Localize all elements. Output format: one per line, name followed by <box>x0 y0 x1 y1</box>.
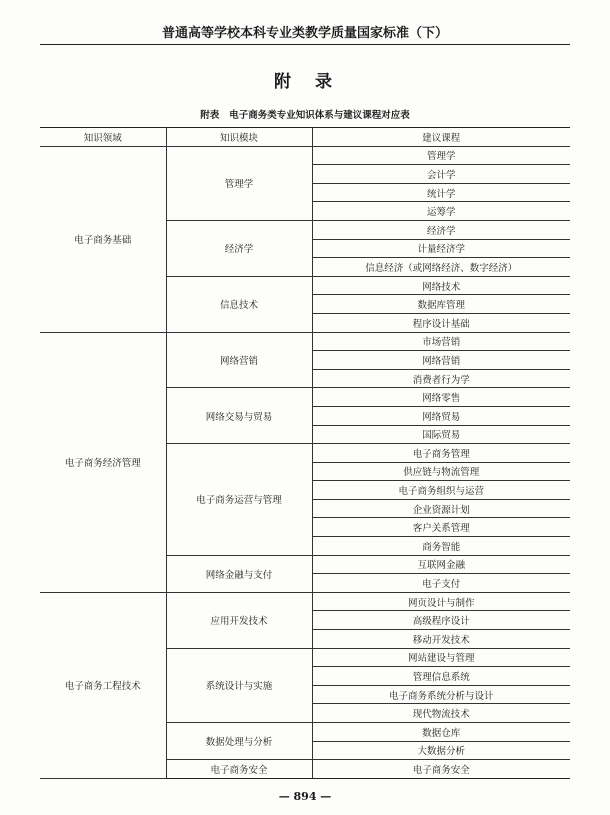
course-cell: 信息经济（或网络经济、数字经济） <box>312 258 570 277</box>
module-cell: 网络营销 <box>166 332 312 388</box>
domain-cell: 电子商务工程技术 <box>40 592 166 778</box>
course-cell: 网络营销 <box>312 351 570 370</box>
table-caption-label: 附表 <box>200 110 220 121</box>
course-cell: 网站建设与管理 <box>312 648 570 667</box>
course-cell: 会计学 <box>312 165 570 184</box>
course-cell: 大数据分析 <box>312 741 570 760</box>
course-cell: 数据仓库 <box>312 723 570 742</box>
course-cell: 企业资源计划 <box>312 499 570 518</box>
course-cell: 互联网金融 <box>312 555 570 574</box>
course-cell: 电子商务组织与运营 <box>312 481 570 500</box>
module-cell: 电子商务运营与管理 <box>166 444 312 556</box>
course-cell: 供应链与物流管理 <box>312 462 570 481</box>
module-cell: 电子商务安全 <box>166 760 312 779</box>
module-cell: 数据处理与分析 <box>166 723 312 760</box>
appendix-title <box>0 67 610 92</box>
page-number: — 894 — <box>278 790 332 803</box>
appendix-title-char-1: 附 <box>274 72 295 92</box>
table-caption-title: 电子商务类专业知识体系与建议课程对应表 <box>229 110 410 121</box>
course-cell: 电子商务管理 <box>312 444 570 463</box>
table-row <box>40 332 570 351</box>
module-cell: 应用开发技术 <box>166 592 312 648</box>
course-cell: 移动开发技术 <box>312 630 570 649</box>
course-cell: 商务智能 <box>312 537 570 556</box>
header-module: 知识模块 <box>166 128 312 147</box>
course-cell: 网络贸易 <box>312 406 570 425</box>
appendix-title-char-2: 录 <box>315 72 336 92</box>
module-cell: 管理学 <box>166 146 312 220</box>
course-cell: 运筹学 <box>312 202 570 221</box>
table-body <box>40 146 570 778</box>
knowledge-course-table <box>40 127 570 779</box>
course-cell: 电子商务安全 <box>312 760 570 779</box>
table-header-row <box>40 128 570 147</box>
course-cell: 经济学 <box>312 220 570 239</box>
course-cell: 计量经济学 <box>312 239 570 258</box>
table-row <box>40 146 570 165</box>
course-cell: 市场营销 <box>312 332 570 351</box>
course-cell: 数据库管理 <box>312 295 570 314</box>
course-cell: 客户关系管理 <box>312 518 570 537</box>
course-cell: 国际贸易 <box>312 425 570 444</box>
module-cell: 信息技术 <box>166 276 312 332</box>
course-cell: 高级程序设计 <box>312 611 570 630</box>
course-cell: 管理学 <box>312 146 570 165</box>
module-cell: 系统设计与实施 <box>166 648 312 722</box>
course-cell: 电子支付 <box>312 574 570 593</box>
course-cell: 网页设计与制作 <box>312 592 570 611</box>
table-caption <box>0 107 610 121</box>
module-cell: 网络金融与支付 <box>166 555 312 592</box>
course-cell: 消费者行为学 <box>312 369 570 388</box>
course-cell: 程序设计基础 <box>312 313 570 332</box>
course-cell: 统计学 <box>312 183 570 202</box>
domain-cell: 电子商务基础 <box>40 146 166 332</box>
table-row <box>40 592 570 611</box>
course-cell: 网络零售 <box>312 388 570 407</box>
header-rule <box>40 44 570 45</box>
course-cell: 管理信息系统 <box>312 667 570 686</box>
domain-cell: 电子商务经济管理 <box>40 332 166 592</box>
header-domain: 知识领域 <box>40 128 166 147</box>
header-courses: 建议课程 <box>312 128 570 147</box>
running-header: 普通高等学校本科专业类教学质量国家标准（下） <box>161 26 448 41</box>
module-cell: 经济学 <box>166 220 312 276</box>
module-cell: 网络交易与贸易 <box>166 388 312 444</box>
course-cell: 电子商务系统分析与设计 <box>312 685 570 704</box>
course-cell: 网络技术 <box>312 276 570 295</box>
course-cell: 现代物流技术 <box>312 704 570 723</box>
